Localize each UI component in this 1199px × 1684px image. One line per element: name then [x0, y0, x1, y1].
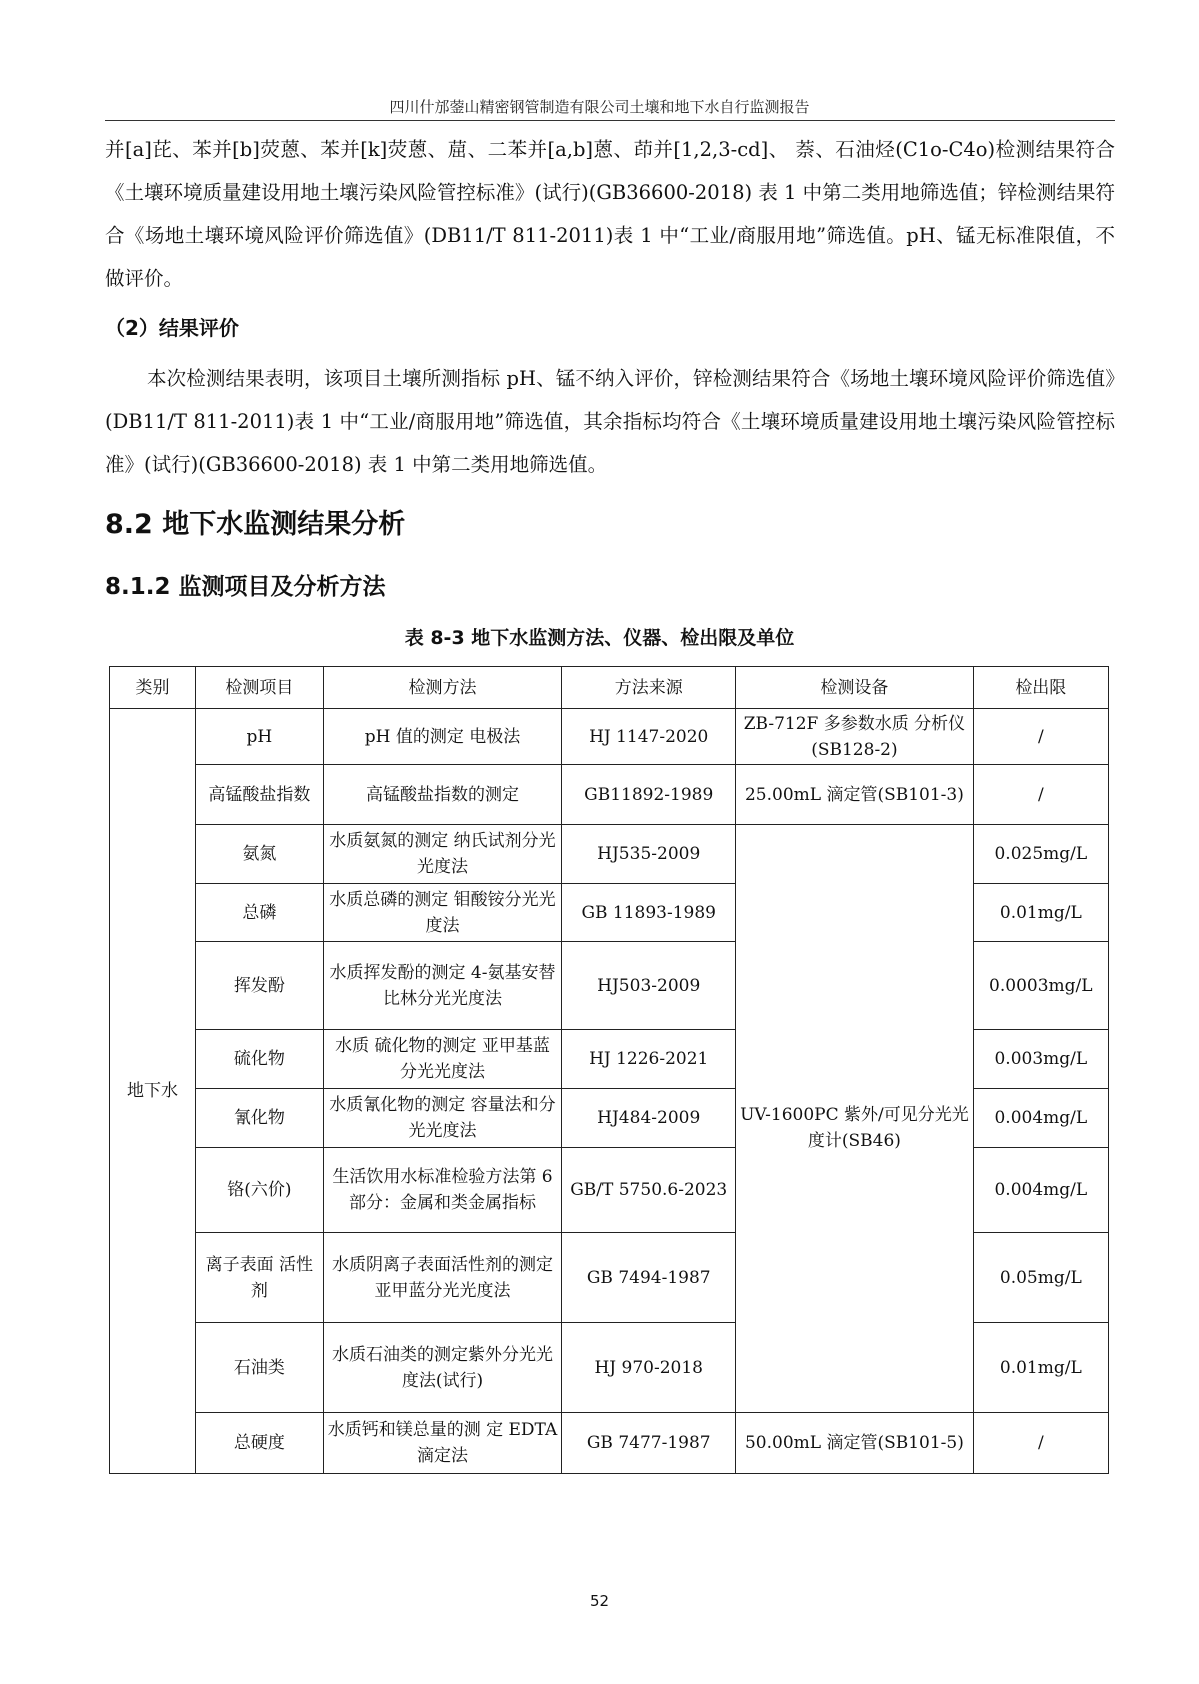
item-cell: 高锰酸盐指数	[195, 765, 323, 825]
item-cell: 离子表面 活性剂	[195, 1233, 323, 1323]
limit-cell: 0.0003mg/L	[973, 942, 1108, 1030]
method-cell: 水质总磷的测定 钼酸铵分光光度法	[323, 884, 561, 942]
header-equipment: 检测设备	[736, 667, 973, 709]
method-cell: 生活饮用水标准检验方法第 6 部分：金属和类金属指标	[323, 1148, 561, 1233]
limit-cell: 0.025mg/L	[973, 825, 1108, 884]
method-cell: 水质 硫化物的测定 亚甲基蓝分光光度法	[323, 1030, 561, 1089]
header-category: 类别	[110, 667, 196, 709]
method-cell: 高锰酸盐指数的测定	[323, 765, 561, 825]
item-cell: 氨氮	[195, 825, 323, 884]
header-item: 检测项目	[195, 667, 323, 709]
limit-cell: 0.05mg/L	[973, 1233, 1108, 1323]
method-cell: 水质石油类的测定紫外分光光度法(试行)	[323, 1323, 561, 1413]
table-header-row	[110, 667, 1109, 709]
item-cell: 氰化物	[195, 1089, 323, 1148]
limit-cell: /	[973, 765, 1108, 825]
equipment-cell: ZB-712F 多参数水质 分析仪(SB128-2)	[736, 709, 973, 765]
source-cell: HJ 1147-2020	[562, 709, 736, 765]
method-cell: 水质挥发酚的测定 4-氨基安替比林分光光度法	[323, 942, 561, 1030]
item-cell: 总硬度	[195, 1413, 323, 1474]
limit-cell: 0.01mg/L	[973, 884, 1108, 942]
header-method: 检测方法	[323, 667, 561, 709]
subheading-result-evaluation: （2）结果评价	[105, 316, 239, 340]
item-cell: 硫化物	[195, 1030, 323, 1089]
item-cell: 挥发酚	[195, 942, 323, 1030]
source-cell: HJ484-2009	[562, 1089, 736, 1148]
page-number: 52	[589, 1592, 610, 1610]
shared-equipment-cell: UV-1600PC 紫外/可见分光光度计(SB46)	[736, 825, 973, 1413]
limit-cell: 0.003mg/L	[973, 1030, 1108, 1089]
method-cell: 水质氨氮的测定 纳氏试剂分光光度法	[323, 825, 561, 884]
source-cell: GB11892-1989	[562, 765, 736, 825]
header-limit: 检出限	[973, 667, 1108, 709]
source-cell: HJ 970-2018	[562, 1323, 736, 1413]
header-rule	[105, 120, 1115, 121]
paragraph-soil-results: 并[a]芘、苯并[b]荧蒽、苯并[k]荧蒽、䓛、二苯并[a,b]蒽、茚并[1,2,3-cd]、 萘、石油烃(C1o-C4o)检测结果符合《土壤环境质量建设用地土壤污染风险管控标准》(试行)(GB36600-2018) 表 1 中第二类用地筛选值；锌检测结果符合《场地土壤环境风险评价筛选值》(DB11/T 811-2011)表 1 中“工业/商服用地”筛选值。pH、锰无标准限值，不做评价。	[105, 138, 1115, 290]
source-cell: GB/T 5750.6-2023	[562, 1148, 736, 1233]
source-cell: HJ 1226-2021	[562, 1030, 736, 1089]
table-row	[110, 1413, 1109, 1474]
method-cell: 水质阴离子表面活性剂的测定 亚甲蓝分光光度法	[323, 1233, 561, 1323]
item-cell: 铬(六价)	[195, 1148, 323, 1233]
table-row	[110, 825, 1109, 884]
limit-cell: 0.004mg/L	[973, 1089, 1108, 1148]
table-row	[110, 709, 1109, 765]
table-caption: 表 8-3 地下水监测方法、仪器、检出限及单位	[404, 627, 795, 649]
item-cell: 石油类	[195, 1323, 323, 1413]
equipment-cell: 50.00mL 滴定管(SB101-5)	[736, 1413, 973, 1474]
limit-cell: /	[973, 709, 1108, 765]
source-cell: HJ535-2009	[562, 825, 736, 884]
paragraph-evaluation: 本次检测结果表明，该项目土壤所测指标 pH、锰不纳入评价，锌检测结果符合《场地土壤环境风险评价筛选值》(DB11/T 811-2011)表 1 中“工业/商服用地”筛选值，其余指标均符合《土壤环境质量建设用地土壤污染风险管控标准》(试行)(GB36600-2018) 表 1 中第二类用地筛选值。	[105, 367, 1115, 476]
source-cell: HJ503-2009	[562, 942, 736, 1030]
item-cell: 总磷	[195, 884, 323, 942]
limit-cell: 0.004mg/L	[973, 1148, 1108, 1233]
method-cell: 水质氰化物的测定 容量法和分光光度法	[323, 1089, 561, 1148]
header-source: 方法来源	[562, 667, 736, 709]
limit-cell: 0.01mg/L	[973, 1323, 1108, 1413]
method-cell: 水质钙和镁总量的测 定 EDTA 滴定法	[323, 1413, 561, 1474]
item-cell: pH	[195, 709, 323, 765]
monitoring-methods-table	[109, 666, 1109, 1474]
source-cell: GB 11893-1989	[562, 884, 736, 942]
table-row	[110, 765, 1109, 825]
source-cell: GB 7477-1987	[562, 1413, 736, 1474]
method-cell: pH 值的测定 电极法	[323, 709, 561, 765]
section-heading: 8.2 地下水监测结果分析	[105, 509, 406, 540]
equipment-cell: 25.00mL 滴定管(SB101-3)	[736, 765, 973, 825]
limit-cell: /	[973, 1413, 1108, 1474]
subsection-heading: 8.1.2 监测项目及分析方法	[105, 574, 386, 600]
source-cell: GB 7494-1987	[562, 1233, 736, 1323]
category-cell: 地下水	[110, 709, 196, 1474]
page-header: 四川什邡蓥山精密钢管制造有限公司土壤和地下水自行监测报告	[389, 98, 810, 116]
